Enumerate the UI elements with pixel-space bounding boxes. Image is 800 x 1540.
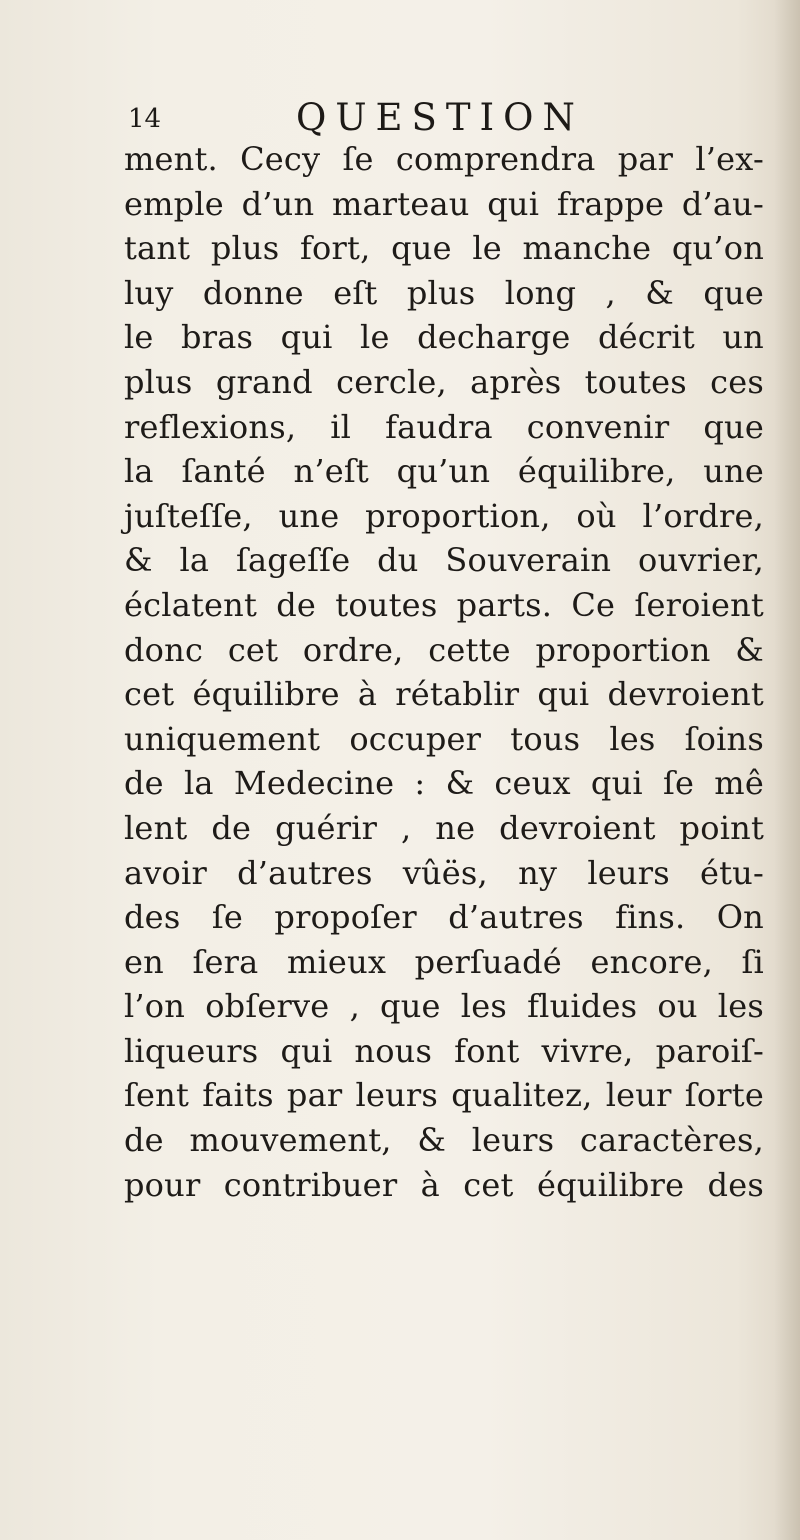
text-line: uniquement occuper tous les ſoins [124, 719, 764, 758]
text-line: en ſera mieux perſuadé encore, ſi [124, 942, 764, 981]
body-text [124, 137, 764, 1207]
text-line: emple d’un marteau qui frappe d’au- [124, 184, 764, 223]
page-edge-shadow [774, 0, 800, 1540]
page-number: 14 [128, 104, 162, 134]
text-line: plus grand cercle, après toutes ces [124, 362, 764, 401]
text-line: donc cet ordre, cette proportion & [124, 630, 764, 669]
text-line: le bras qui le decharge décrit un [124, 318, 764, 357]
text-line: tant plus fort, que le manche qu’on [124, 229, 764, 268]
text-line: ment. Cecy ſe comprendra par l’ex- [124, 140, 764, 178]
text-line: l’on obſerve , que les fluides ou les [124, 987, 764, 1026]
text-line: des ſe propoſer d’autres fins. On [124, 898, 764, 937]
text-line: de la Medecine : & ceux qui ſe mê [124, 764, 764, 803]
text-line: de mouvement, & leurs caractères, [124, 1121, 764, 1160]
text-line: pour contribuer à cet équilibre des [124, 1165, 764, 1204]
text-line: reflexions, il faudra convenir que [124, 407, 764, 446]
text-line: cet équilibre à rétablir qui devroient [124, 675, 764, 714]
text-line: lent de guérir , ne devroient point [124, 808, 764, 847]
text-line: juſteſſe, une proportion, où l’ordre, [124, 496, 764, 535]
text-line: éclatent de toutes parts. Ce ſeroient [124, 585, 764, 624]
text-line: liqueurs qui nous font vivre, paroiſ- [124, 1031, 764, 1070]
text-line: avoir d’autres vûës, ny leurs étu- [124, 853, 764, 892]
running-title: QUESTION [296, 96, 584, 139]
text-line: & la ſageſſe du Souverain ouvrier, [124, 541, 764, 580]
text-line: ſent faits par leurs qualitez, leur ſorte [124, 1076, 764, 1115]
text-line: la ſanté n’eſt qu’un équilibre, une [124, 452, 764, 491]
text-line: luy donne eſt plus long , & que [124, 273, 764, 312]
